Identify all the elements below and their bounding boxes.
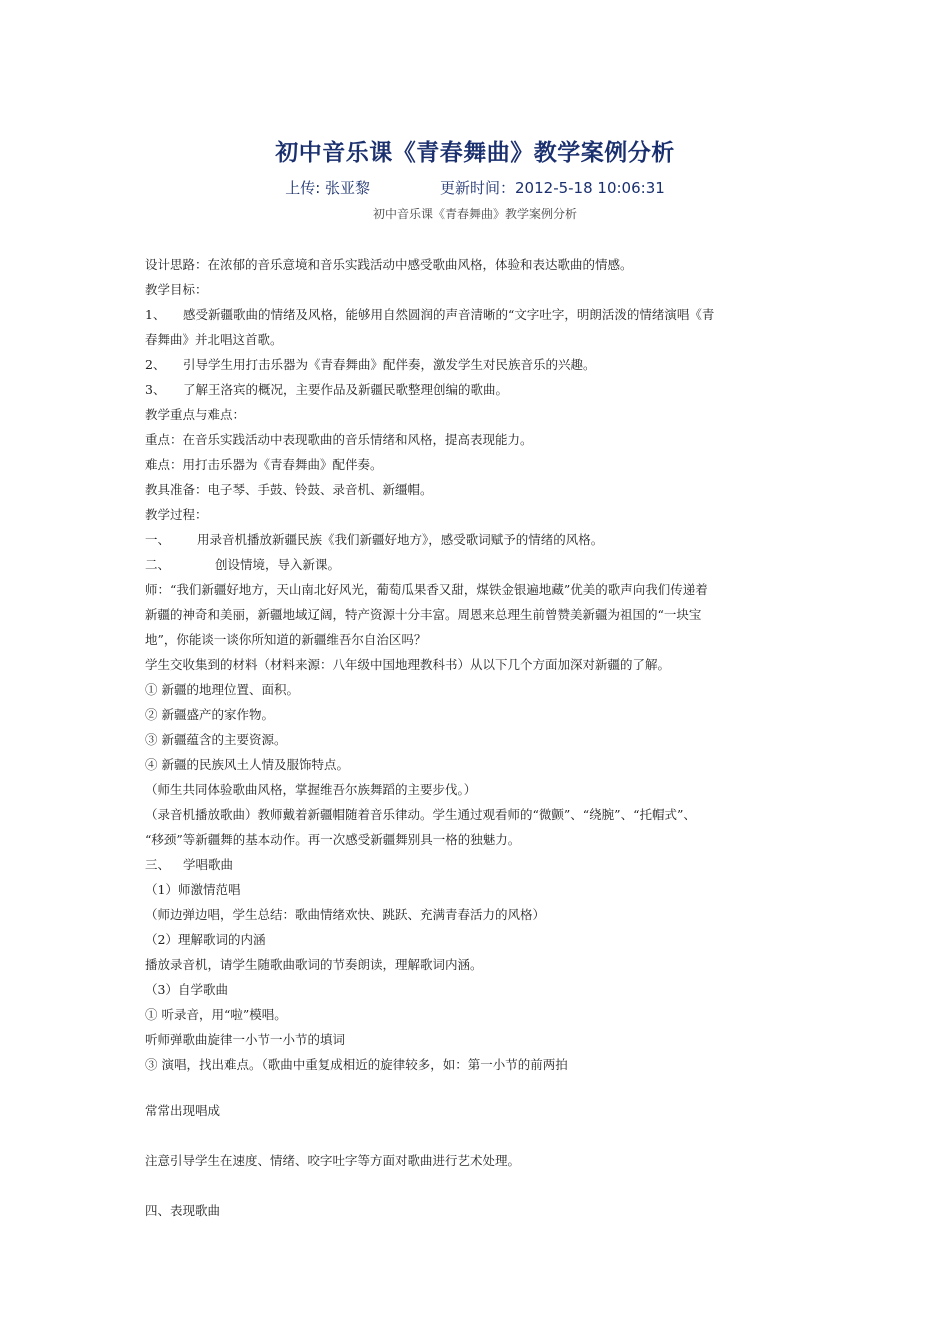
list-item xyxy=(145,352,825,377)
paragraph: 师：“我们新疆好地方，天山南北好风光，葡萄瓜果香又甜，煤铁金银遍地藏”优美的歌声向我们传递着 xyxy=(145,582,708,597)
paragraph: 教学重点与难点： xyxy=(145,407,246,422)
paragraph: ② 新疆盛产的家作物。 xyxy=(145,707,274,722)
uploader-label: 上传: 张亚黎 xyxy=(285,179,371,197)
list-marker: 2、 xyxy=(145,357,166,372)
paragraph: 春舞曲》并北唱这首歌。 xyxy=(145,332,283,347)
list-marker: 3、 xyxy=(145,382,166,397)
list-item xyxy=(145,552,825,577)
paragraph: ① 新疆的地理位置、面积。 xyxy=(145,682,299,697)
paragraph: 教学过程： xyxy=(145,507,208,522)
paragraph: （师边弹边唱，学生总结：歌曲情绪欢快、跳跃、充满青春活力的风格） xyxy=(145,907,546,922)
list-marker: 1、 xyxy=(145,307,166,322)
paragraph: 地”，你能谈一谈你所知道的新疆维吾尔自治区吗？ xyxy=(145,632,427,647)
paragraph: 注意引导学生在速度、情绪、咬字吐字等方面对歌曲进行艺术处理。 xyxy=(145,1153,521,1168)
page-subtitle: 初中音乐课《青春舞曲》教学案例分析 xyxy=(372,207,577,221)
paragraph: ③ 新疆蕴含的主要资源。 xyxy=(145,732,287,747)
paragraph: ③ 演唱，找出难点。（歌曲中重复成相近的旋律较多，如：第一小节的前两拍 xyxy=(145,1057,568,1072)
paragraph: （2）理解歌词的内涵 xyxy=(145,932,266,947)
paragraph: （录音机播放歌曲）教师戴着新疆帽随着音乐律动。学生通过观看师的“微颤”、“绕腕”、“托帽式”、 xyxy=(145,807,696,822)
paragraph: 学生交收集到的材料（材料来源：八年级中国地理教科书）从以下几个方面加深对新疆的了解。 xyxy=(145,657,671,672)
paragraph: （师生共同体验歌曲风格，掌握维吾尔族舞蹈的主要步伐。） xyxy=(145,782,477,797)
list-text: 用录音机播放新疆民族《我们新疆好地方》，感受歌词赋予的情绪的风格。 xyxy=(197,532,604,547)
list-text: 引导学生用打击乐器为《青春舞曲》配伴奏，激发学生对民族音乐的兴趣。 xyxy=(183,357,596,372)
paragraph: 常常出现唱成 xyxy=(145,1103,221,1118)
list-text: 感受新疆歌曲的情绪及风格，能够用自然圆润的声音清晰的“文字吐字，明朗活泼的情绪演唱《青 xyxy=(183,307,715,322)
paragraph: 设计思路：在浓郁的音乐意境和音乐实践活动中感受歌曲风格，体验和表达歌曲的情感。 xyxy=(145,257,633,272)
paragraph: ① 听录音，用“啦”模唱。 xyxy=(145,1007,287,1022)
list-item xyxy=(145,852,825,877)
list-text: 创设情境，导入新课。 xyxy=(215,557,341,572)
list-item xyxy=(145,302,825,327)
section-heading: 四、表现歌曲 xyxy=(145,1203,221,1218)
paragraph: 教学目标： xyxy=(145,282,208,297)
paragraph: （3）自学歌曲 xyxy=(145,982,228,997)
list-text: 学唱歌曲 xyxy=(183,857,234,872)
list-marker: 三、 xyxy=(145,857,171,872)
paragraph: 重点：在音乐实践活动中表现歌曲的音乐情绪和风格，提高表现能力。 xyxy=(145,432,533,447)
article-meta xyxy=(0,177,950,198)
paragraph: 难点：用打击乐器为《青春舞曲》配伴奏。 xyxy=(145,457,383,472)
paragraph: ④ 新疆的民族风土人情及服饰特点。 xyxy=(145,757,349,772)
list-marker: 一、 xyxy=(145,532,171,547)
list-item xyxy=(145,377,825,402)
paragraph: “移颈”等新疆舞的基本动作。再一次感受新疆舞别具一格的独魅力。 xyxy=(145,832,521,847)
paragraph: 播放录音机，请学生随歌曲歌词的节奏朗读，理解歌词内涵。 xyxy=(145,957,483,972)
list-marker: 二、 xyxy=(145,557,171,572)
list-text: 了解王洛宾的概况，主要作品及新疆民歌整理创编的歌曲。 xyxy=(183,382,509,397)
paragraph: 听师弹歌曲旋律一小节一小节的填词 xyxy=(145,1032,346,1047)
paragraph: （1）师激情范唱 xyxy=(145,882,241,897)
update-time-label: 更新时间：2012-5-18 10:06:31 xyxy=(440,179,665,197)
list-item xyxy=(145,527,825,552)
page-title: 初中音乐课《青春舞曲》教学案例分析 xyxy=(275,140,675,166)
paragraph: 新疆的神奇和美丽，新疆地域辽阔，特产资源十分丰富。周恩来总理生前曾赞美新疆为祖国的“一块宝 xyxy=(145,607,702,622)
paragraph: 教具准备：电子琴、手鼓、铃鼓、录音机、新缰帽。 xyxy=(145,482,433,497)
article-body xyxy=(145,252,825,1077)
